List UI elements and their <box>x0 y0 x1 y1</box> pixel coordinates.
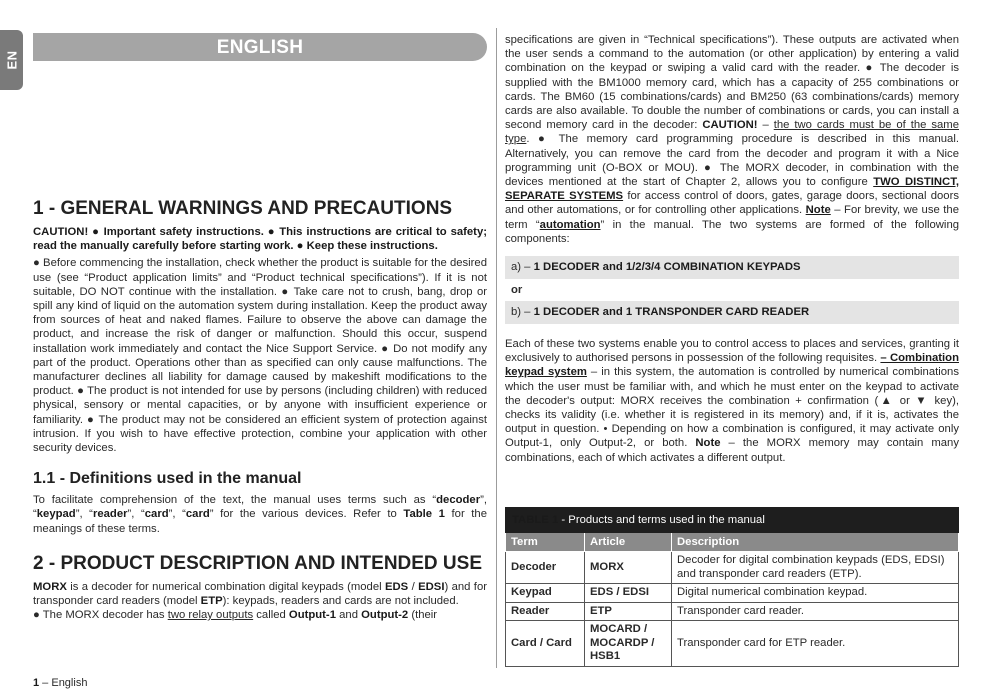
column-header-description: Description <box>672 533 959 552</box>
system-b-prefix: b) – <box>511 306 534 319</box>
text-run: – in this system, the automation is controlled by numerical combinations which the user must be familiar with, and which he must enter on the keypad to activate the decoder's output: MORX receives the combination + confirmation (▲ or ▼ key), checks its validity (i.e. whether it is registered in its memory) and, if it is, activates the output in question. • Depending on how a combination is configured, it may activate only Output-1, only Output-2, or both. <box>505 366 959 450</box>
term-decoder: decoder <box>436 494 481 507</box>
table-caption-text: - Products and terms used in the manual <box>558 514 765 526</box>
model-eds: EDS <box>384 580 409 593</box>
system-b-label: 1 DECODER and 1 TRANSPONDER CARD READER <box>533 306 810 319</box>
left-column <box>33 198 487 622</box>
page-footer <box>33 677 87 689</box>
automation-term: automation <box>539 218 601 231</box>
note-label: Note <box>805 204 831 217</box>
system-b-box <box>505 301 959 324</box>
table-header-row <box>506 533 959 552</box>
table-row <box>506 602 959 621</box>
model-etp: ETP <box>200 595 223 608</box>
term-keypad: keypad <box>36 508 76 521</box>
text-run: ”, “ <box>75 508 93 521</box>
table-caption-row <box>506 508 959 533</box>
caution-label: CAUTION! <box>702 119 758 132</box>
column-header-term: Term <box>506 533 585 552</box>
cell-article: ETP <box>585 602 672 621</box>
warnings-paragraph: ● Before commencing the installation, check whether the product is suitable for the desired use (see “Product application limits” and “Product technical specifications”). If it is not suitable, DO NOT continue with the installation. ● Take care not to crush, bang, drop or spill any kind of liquid on the automation system during installation. Keep the product away from sources of heat and naked flames. Failure to observe the above can damage the product, and increase the risk of danger or malfunction. Should this occur, suspend installation work immediately and contact the Nice Support Service. ● Do not modify any part of the product. Operations other than as specified can only cause malfunctions. The manufacturer declines all liability for damage caused by makeshift modifications to the product. ● The product is not intended for use by persons (including children) with reduced physical, sensory or mental capacities, or by anyone with insufficient experience or familiarity. ● The product may not be considered an efficient system of protection against intrusion. If you wish to have effective protection, combine your application with other security devices. <box>33 257 487 455</box>
footer-text: – English <box>39 677 88 689</box>
text-run: for the meanings of these terms. <box>33 508 487 535</box>
table-caption <box>506 508 959 533</box>
system-a-prefix: a) – <box>511 261 534 274</box>
term-reader: reader <box>92 508 128 521</box>
term-card: card <box>185 508 210 521</box>
caution-paragraph <box>33 225 487 253</box>
output-2-term: Output-2 <box>361 609 409 622</box>
cell-term: Decoder <box>506 552 585 584</box>
text-run: Each of these two systems enable you to control access to places and services, granting it exclusively to authorised persons in possession of the following requisites. <box>505 338 959 365</box>
text-run: . ● The memory card programming procedure is described in this manual. Alternatively, you can remove the card from the decoder and program it with a Nice programming unit (O-BOX or MOU). ● The MORX decoder, in combination with the devices mentioned at the start of Chapter 2, allows you to configure <box>505 133 959 189</box>
language-side-tab <box>0 30 23 90</box>
text-run: ” for the various devices. Refer to <box>209 508 404 521</box>
cell-description: Digital numerical combination keypad. <box>672 584 959 603</box>
text-run: and <box>335 609 362 622</box>
term-card: card <box>144 508 169 521</box>
text-run: – For brevity, we use the term “ <box>505 204 959 231</box>
right-column <box>505 33 959 465</box>
section-2-heading: 2 - PRODUCT DESCRIPTION AND INTENDED USE <box>33 552 482 574</box>
text-run: ● The MORX decoder has <box>33 609 168 622</box>
text-run: ”, “ <box>168 508 186 521</box>
table-row <box>506 621 959 667</box>
product-morx: MORX <box>33 580 67 593</box>
continued-paragraph <box>505 33 959 246</box>
same-type-underlined: the two cards must be of the same type <box>505 119 960 146</box>
or-separator: or <box>511 284 523 297</box>
text-run: ”, “ <box>33 494 487 521</box>
table-reference: Table 1 <box>403 508 445 521</box>
text-run: for access control of doors, gates, garage doors, sectional doors and other automations, or for controlling other applications. <box>505 190 959 217</box>
text-run: To facilitate comprehension of the text, the manual uses terms such as “ <box>33 494 437 507</box>
section-1-1-heading: 1.1 - Definitions used in the manual <box>33 470 302 488</box>
text-run: specifications are given in “Technical specifications”). These outputs are activated when the user sends a command to the automation (or other application) by entering a valid combination on the keypad or swiping a valid card with the reader. ● The decoder is supplied with the BM1000 memory card, which has a capacity of 255 combinations or cards. The BM60 (15 combinations/cards) and BM250 (63 combinations/cards) memory cards are also available. To double the number of combinations or cards, you can install a second memory card in the decoder: <box>505 34 959 132</box>
cell-description: Decoder for digital combination keypads (EDS, EDSI) and transponder card readers (ETP). <box>672 552 959 584</box>
text-run: called <box>253 609 289 622</box>
text-run: ” in the manual. The two systems are formed of the following components: <box>505 218 960 245</box>
system-a-label: 1 DECODER and 1/2/3/4 COMBINATION KEYPADS <box>533 261 801 274</box>
keypad-system-paragraph <box>505 337 959 465</box>
language-banner <box>33 33 487 61</box>
product-description-paragraph <box>33 580 487 608</box>
table-row <box>506 584 959 603</box>
language-banner-label: ENGLISH <box>216 37 304 58</box>
text-run: ”, “ <box>127 508 145 521</box>
table-caption-bold: TABLE 1 <box>512 514 559 526</box>
cell-term: Reader <box>506 602 585 621</box>
text-run: is a decoder for numerical combination digital keypads (model <box>66 580 385 593</box>
cell-article: EDS / EDSI <box>585 584 672 603</box>
outputs-paragraph <box>33 608 487 622</box>
cell-description: Transponder card for ETP reader. <box>672 621 959 667</box>
text-run: (their <box>408 609 438 622</box>
cell-article: MOCARD / MOCARDP / HSB1 <box>585 621 672 667</box>
definitions-paragraph <box>33 493 487 536</box>
output-1-term: Output-1 <box>288 609 336 622</box>
text-run: – the MORX memory may contain many combinations, each of which activates a different output. <box>505 437 959 464</box>
text-run: ) and for transponder card readers (model <box>33 580 487 608</box>
text-run: ): keypads, readers and cards are not included. <box>222 595 459 608</box>
relay-outputs-underlined: two relay outputs <box>167 609 254 622</box>
column-divider <box>496 28 497 668</box>
table-1 <box>505 507 959 667</box>
cell-term: Keypad <box>506 584 585 603</box>
cell-article: MORX <box>585 552 672 584</box>
section-1-heading: 1 - GENERAL WARNINGS AND PRECAUTIONS <box>33 198 453 219</box>
system-a-box <box>505 256 959 279</box>
model-edsi: EDSI <box>418 580 445 593</box>
column-header-article: Article <box>585 533 672 552</box>
cell-term: Card / Card <box>506 621 585 667</box>
table-row <box>506 552 959 584</box>
cell-description: Transponder card reader. <box>672 602 959 621</box>
page-number: 1 <box>33 677 40 689</box>
note-label: Note <box>695 437 721 450</box>
caution-text: CAUTION! ● Important safety instructions. ● This instructions are critical to safety; read the manually carefully before starting work. ● Keep these instructions. <box>33 226 487 253</box>
text-run: / <box>408 580 419 593</box>
text-run: – <box>757 119 774 132</box>
language-side-tab-label: EN <box>4 50 19 70</box>
keypad-system-title: – Combination keypad system <box>505 352 959 379</box>
two-systems-emphasis: TWO DISTINCT, SEPARATE SYSTEMS <box>505 176 959 203</box>
